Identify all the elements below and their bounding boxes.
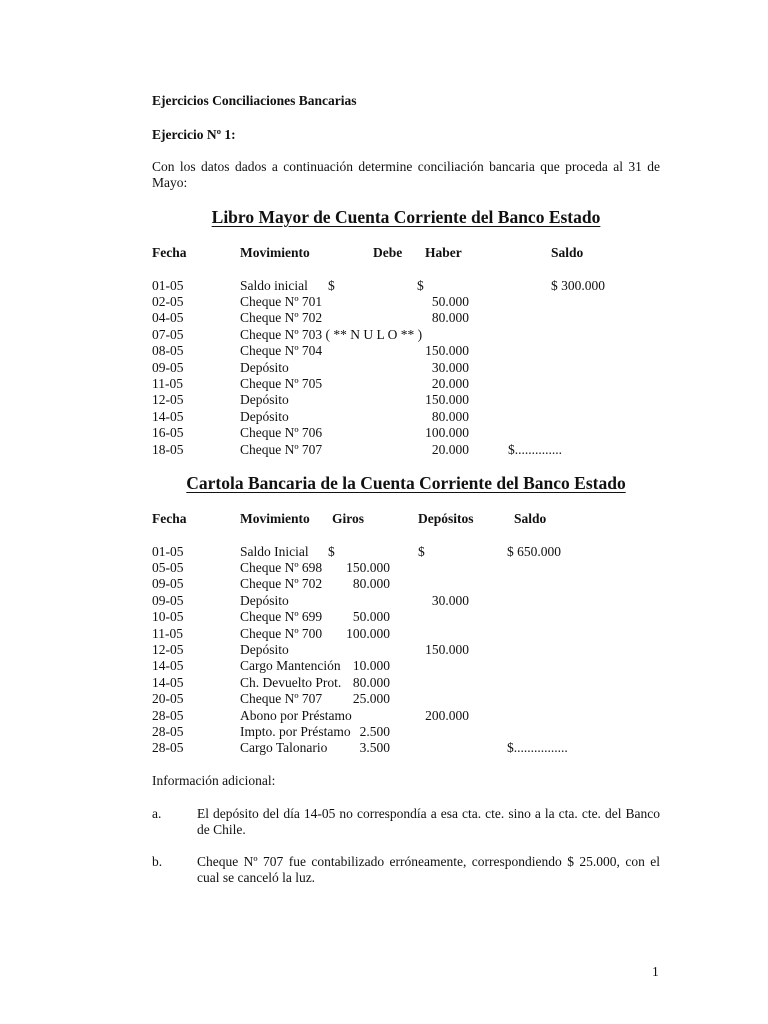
page-number: 1	[652, 964, 659, 979]
statement-title: Cartola Bancaria de la Cuenta Corriente del Banco Estado	[186, 473, 626, 493]
ledger-cell-fecha: 01-05	[152, 278, 184, 293]
statement-cell-giros: 10.000	[352, 658, 390, 674]
ledger-cell-haber-sign: $	[417, 278, 424, 293]
statement-cell-fecha: 20-05	[152, 691, 184, 707]
statement-cell-fecha: 12-05	[152, 642, 184, 657]
ledger-cell-haber: 20.000	[431, 441, 469, 457]
statement-cell-depositos: 200.000	[425, 707, 469, 723]
note-text: El depósito del día 14-05 no correspondía a esa cta. cte. sino a la cta. cte. del Banco de Chile.	[197, 806, 660, 838]
ledger-cell-movimiento: Cheque Nº 703 ( ** N U L O ** )	[240, 326, 423, 342]
statement-header-fecha: Fecha	[152, 511, 187, 526]
ledger-cell-fecha: 11-05	[152, 376, 183, 391]
ledger-cell-movimiento: Cheque Nº 706	[240, 425, 323, 441]
ledger-cell-debe-sign: $	[328, 278, 335, 293]
statement-cell-movimiento: Depósito	[240, 592, 289, 608]
statement-cell-fecha: 14-05	[152, 674, 184, 690]
ledger-cell-fecha: 08-05	[152, 343, 184, 359]
ledger-cell-fecha: 14-05	[152, 408, 184, 424]
statement-cell-movimiento: Cheque Nº 700	[240, 625, 323, 641]
statement-cell-movimiento: Depósito	[240, 642, 289, 657]
statement-cell-giros: 80.000	[352, 576, 390, 592]
ledger-cell-movimiento: Depósito	[240, 392, 289, 408]
statement-cell-movimiento: Cheque Nº 698	[240, 560, 323, 575]
ledger-cell-movimiento: Cheque Nº 702	[240, 310, 323, 326]
statement-cell-fecha: 09-05	[152, 576, 184, 592]
statement-cell-movimiento: Cheque Nº 707	[240, 691, 323, 707]
statement-cell-giros-sign: $	[328, 544, 335, 559]
ledger-cell-movimiento: Cheque Nº 707	[240, 441, 323, 457]
ledger-cell-movimiento: Cheque Nº 704	[240, 343, 323, 359]
statement-cell-fecha: 28-05	[152, 724, 184, 739]
ledger-cell-fecha: 09-05	[152, 359, 184, 375]
ledger-header-haber: Haber	[425, 245, 462, 260]
ledger-cell-movimiento: Cheque Nº 705	[240, 376, 323, 391]
note-letter: b.	[152, 854, 163, 869]
statement-cell-giros: 80.000	[352, 674, 390, 690]
ledger-cell-movimiento: Depósito	[240, 408, 289, 424]
statement-cell-giros: 3.500	[359, 740, 390, 756]
statement-cell-depositos: 30.000	[431, 592, 469, 608]
statement-header-movimiento: Movimiento	[240, 511, 310, 526]
ledger-cell-fecha: 18-05	[152, 441, 184, 457]
ledger-final-saldo: $..............	[508, 441, 562, 457]
document-heading: Ejercicios Conciliaciones Bancarias	[152, 93, 357, 108]
exercise-label: Ejercicio Nº 1:	[152, 127, 236, 142]
statement-cell-giros: 2.500	[359, 724, 390, 739]
statement-header-saldo: Saldo	[514, 511, 547, 526]
ledger-cell-fecha: 12-05	[152, 392, 184, 408]
statement-cell-saldo: $ 650.000	[507, 544, 561, 559]
ledger-cell-fecha: 16-05	[152, 425, 184, 441]
statement-cell-movimiento: Cargo Talonario	[240, 740, 328, 756]
statement-cell-fecha: 01-05	[152, 544, 184, 559]
ledger-cell-haber: 100.000	[425, 425, 469, 441]
ledger-cell-movimiento: Saldo inicial	[240, 278, 308, 293]
statement-header-giros: Giros	[332, 511, 365, 526]
ledger-cell-fecha: 02-05	[152, 294, 184, 309]
statement-final-saldo: $................	[507, 740, 568, 756]
statement-cell-fecha: 05-05	[152, 560, 184, 575]
statement-cell-fecha: 09-05	[152, 592, 184, 608]
statement-cell-giros: 150.000	[346, 560, 390, 575]
intro-paragraph: Con los datos dados a continuación determine conciliación bancaria que proceda al 31 de Mayo:	[152, 159, 660, 191]
ledger-cell-haber: 20.000	[431, 376, 469, 391]
ledger-cell-haber: 150.000	[425, 392, 469, 408]
statement-cell-depositos: 150.000	[425, 642, 469, 657]
statement-cell-movimiento: Impto. por Préstamo	[240, 724, 351, 739]
statement-cell-movimiento: Ch. Devuelto Prot.	[240, 674, 342, 690]
ledger-cell-fecha: 07-05	[152, 326, 184, 342]
statement-cell-fecha: 11-05	[152, 625, 183, 641]
statement-cell-movimiento: Cheque Nº 699	[240, 609, 323, 625]
statement-cell-giros: 25.000	[352, 691, 390, 707]
note-letter: a.	[152, 806, 162, 821]
ledger-cell-movimiento: Cheque Nº 701	[240, 294, 323, 309]
statement-cell-fecha: 28-05	[152, 707, 184, 723]
statement-cell-movimiento: Cheque Nº 702	[240, 576, 323, 592]
statement-cell-fecha: 28-05	[152, 740, 184, 756]
ledger-header-fecha: Fecha	[152, 245, 187, 260]
statement-cell-movimiento: Abono por Préstamo	[240, 707, 352, 723]
ledger-cell-fecha: 04-05	[152, 310, 184, 326]
statement-cell-movimiento: Cargo Mantención	[240, 658, 341, 674]
ledger-header-saldo: Saldo	[551, 245, 584, 260]
statement-header-depositos: Depósitos	[418, 511, 474, 526]
statement-cell-fecha: 14-05	[152, 658, 184, 674]
ledger-cell-haber: 30.000	[431, 359, 469, 375]
ledger-cell-saldo: $ 300.000	[551, 278, 605, 293]
ledger-header-debe: Debe	[373, 245, 403, 260]
statement-cell-fecha: 10-05	[152, 609, 184, 625]
statement-cell-giros: 50.000	[352, 609, 390, 625]
ledger-cell-haber: 50.000	[431, 294, 469, 309]
ledger-cell-haber: 80.000	[431, 408, 469, 424]
ledger-header-movimiento: Movimiento	[240, 245, 310, 260]
statement-cell-depositos-sign: $	[418, 544, 425, 559]
ledger-cell-movimiento: Depósito	[240, 359, 289, 375]
additional-info-label: Información adicional:	[152, 773, 276, 788]
ledger-title: Libro Mayor de Cuenta Corriente del Banco Estado	[211, 207, 601, 227]
statement-cell-movimiento: Saldo Inicial	[240, 544, 309, 559]
statement-cell-giros: 100.000	[346, 625, 390, 641]
ledger-cell-haber: 150.000	[425, 343, 469, 359]
note-text: Cheque Nº 707 fue contabilizado erróneamente, correspondiendo $ 25.000, con el cual se canceló la luz.	[197, 854, 660, 886]
ledger-cell-haber: 80.000	[431, 310, 469, 326]
